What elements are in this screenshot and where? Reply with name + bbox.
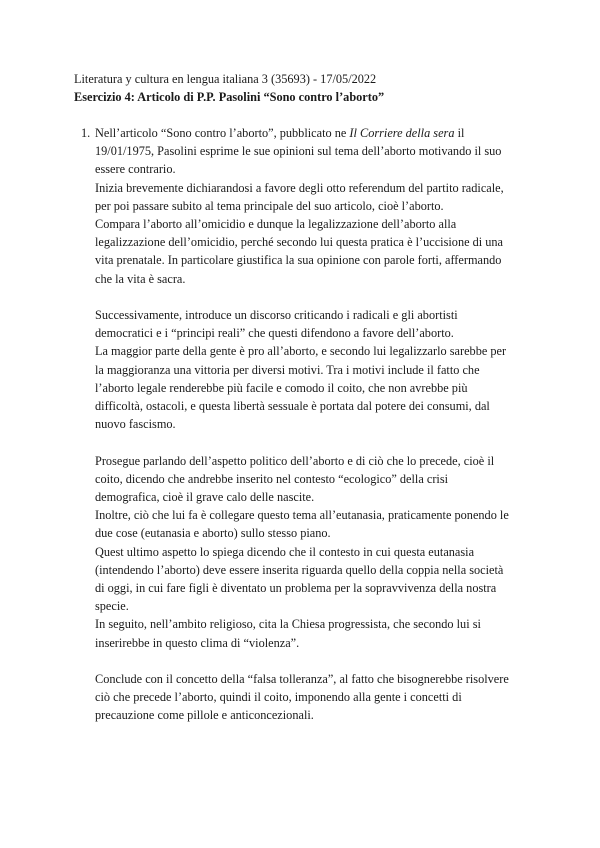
document-header: [74, 70, 544, 106]
list-number: 1.: [81, 126, 91, 140]
paragraph-1: [95, 124, 515, 179]
paragraph-gap: [95, 652, 515, 670]
paragraph-1-end: il 19/01/1975, Pasolini esprime le sue opinioni sul tema dell’aborto motivando il suo essere contrario.: [95, 126, 502, 177]
paragraph-7: Inoltre, ciò che lui fa è collegare questo tema all’eutanasia, praticamente ponendo le due cose (eutanasia e aborto) sullo stesso piano.: [95, 508, 509, 541]
paragraph-2: Inizia brevemente dichiarandosi a favore degli otto referendum del partito radicale, per poi passare subito al tema principale del suo articolo, cioè l’aborto.: [95, 180, 504, 213]
course-line: Literatura y cultura en lengua italiana 3 (35693) - 17/05/2022: [74, 72, 377, 86]
paragraph-8: Quest ultimo aspetto lo spiega dicendo che il contesto in cui questa eutanasia (intendendo l’aborto) deve essere inserita riguarda quello della coppia nella società di oggi, in cui fare figli è diventato un problema per la sopravvivenza della nostra specie.: [95, 544, 504, 614]
paragraph-10: Conclude con il concetto della “falsa tolleranza”, al fatto che bisognerebbe risolvere ciò che precede l’aborto, quindi il coito, imponendo alla gente i concetti di precauzione come pillole e anticoncezionali.: [95, 672, 509, 723]
paragraph-3: Compara l’aborto all’omicidio e dunque la legalizzazione dell’aborto alla legalizzazione dell’omicidio, perché secondo lui questa pratica è l’uccisione di una vita prenatale. In particolare giustifica la sua opinione con parole forti, affermando che la vita è sacra.: [95, 217, 504, 286]
paragraph-5: La maggior parte della gente è pro all’aborto, e secondo lui legalizzarlo sarebbe per la maggioranza una vittoria per diversi motivi. Tra i motivi include il fatto che l’aborto legale renderebbe più facile e comodo il coito, che non avrebbe più difficoltà, ostacoli, e questa libertà sessuale è portata dal potere dei consumi, dal nuovo fascismo.: [95, 344, 507, 432]
paragraph-gap: [95, 433, 515, 451]
paragraph-6: Prosegue parlando dell’aspetto politico dell’aborto e di ciò che lo precede, cioè il coito, dicendo che andrebbe inserito nel contesto “ecologico” della crisi demografica, cioè il grave calo delle nascite.: [95, 453, 495, 505]
numbered-list-item: [81, 124, 515, 725]
paragraph-9: In seguito, nell’ambito religioso, cita la Chiesa progressista, che secondo lui si inserirebbe in questo clima di “violenza”.: [95, 617, 481, 650]
paragraph-gap: [95, 288, 515, 306]
exercise-title: Esercizio 4: Articolo di P.P. Pasolini “Sono contro l’aborto”: [74, 90, 385, 104]
newspaper-title: Il Corriere della sera: [349, 126, 455, 140]
paragraph-4: Successivamente, introduce un discorso criticando i radicali e gli abortisti democratici e i “principi reali” che questi difendono a favore dell’aborto.: [95, 308, 458, 341]
paragraph-1-start: Nell’articolo “Sono contro l’aborto”, pubblicato ne: [95, 126, 350, 140]
